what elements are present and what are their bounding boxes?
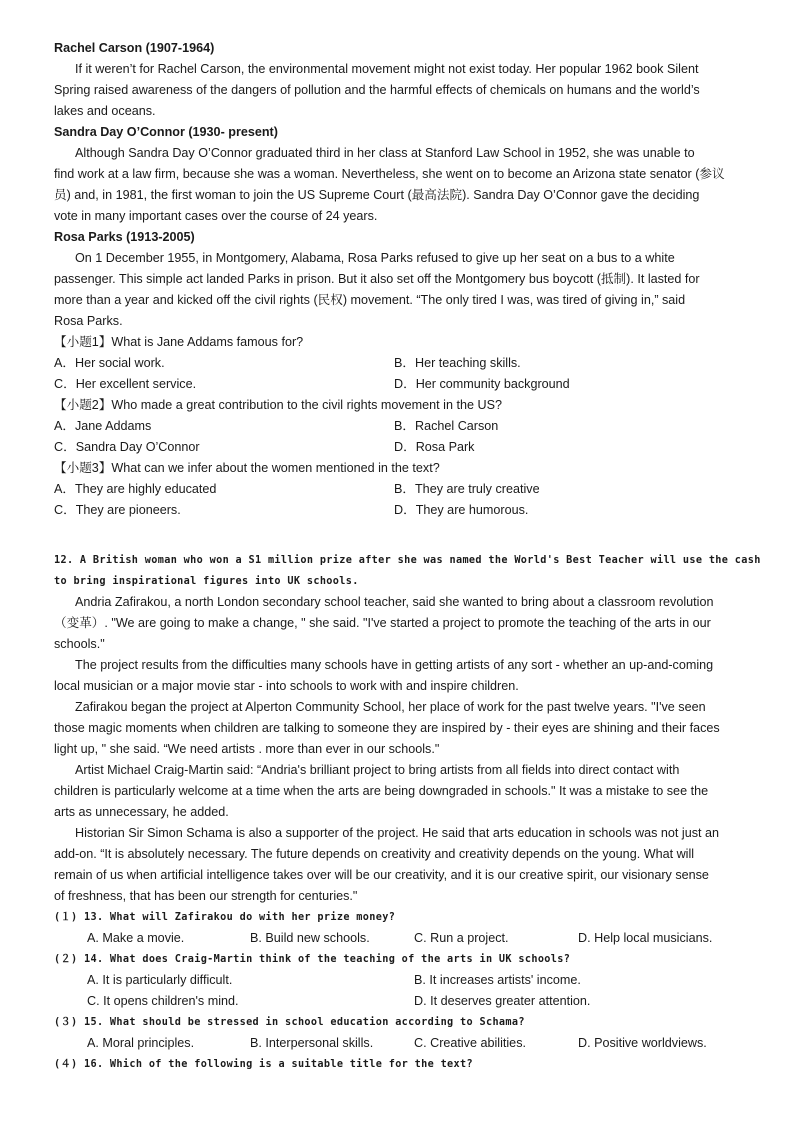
bio-text-line: more than a year and kicked off the civil rights (民权) movement. “The only tired I was, was tired of giving in,” said <box>54 293 686 307</box>
passage-intro-line: to bring inspirational figures into UK schools. <box>54 576 359 587</box>
option-c[interactable]: C. It opens children's mind. <box>87 994 239 1008</box>
option-c[interactable]: C．Sandra Day O’Connor <box>54 440 200 454</box>
passage-text-line: of freshness, that has been our strength for centuries." <box>54 889 358 903</box>
option-b[interactable]: B. It increases artists' income. <box>414 973 581 987</box>
passage-text-line: children is particularly welcome at a time when the arts are being downgraded in schools." It was a mistake to see the <box>54 784 709 798</box>
option-a[interactable]: A. It is particularly difficult. <box>87 973 233 987</box>
bio-text-line: Spring raised awareness of the dangers of pollution and the harmful effects of chemicals on humans and the world’s <box>54 83 700 97</box>
bio-text-line: If it weren’t for Rachel Carson, the environmental movement might not exist today. Her popular 1962 book Silent <box>75 62 699 76</box>
option-a[interactable]: A．They are highly educated <box>54 482 217 496</box>
option-d[interactable]: D．Rosa Park <box>394 440 475 454</box>
bio-heading-carson: Rachel Carson (1907-1964) <box>54 41 215 55</box>
question-stem: 【小题2】Who made a great contribution to the civil rights movement in the US? <box>54 398 502 412</box>
option-c[interactable]: C. Creative abilities. <box>414 1036 526 1050</box>
bio-text-line: On 1 December 1955, in Montgomery, Alabama, Rosa Parks refused to give up her seat on a bus to a white <box>75 251 675 265</box>
option-b[interactable]: B. Interpersonal skills. <box>250 1036 374 1050</box>
bio-text-line: passenger. This simple act landed Parks in prison. But it also set off the Montgomery bus boycott (抵制). It lasted for <box>54 272 700 286</box>
bio-text-line: find work at a law firm, because she was a woman. Nevertheless, she went on to become an Arizona state senator (参议 <box>54 167 725 181</box>
bio-text-line: lakes and oceans. <box>54 104 156 118</box>
passage-text-line: local musician or a major movie star - into schools to work with and inspire children. <box>54 679 519 693</box>
bio-heading-oconnor: Sandra Day O’Connor (1930- present) <box>54 125 278 139</box>
passage-text-line: schools." <box>54 637 105 651</box>
option-d[interactable]: D．Her community background <box>394 377 570 391</box>
option-b[interactable]: B. Build new schools. <box>250 931 370 945</box>
bio-text-line: Rosa Parks. <box>54 314 123 328</box>
bio-text-line: 员) and, in 1981, the first woman to join the US Supreme Court (最高法院). Sandra Day O’Connor gave the deciding <box>54 188 700 202</box>
passage-intro-line: 12. A British woman who won a S1 million prize after she was named the World's Best Teacher will use the cash <box>54 555 761 566</box>
passage-text-line: （变革）. "We are going to make a change, " she said. "I've started a project to promote the teaching of the arts in our <box>54 616 711 630</box>
option-a[interactable]: A. Make a movie. <box>87 931 185 945</box>
option-a[interactable]: A．Her social work. <box>54 356 165 370</box>
passage-text-line: add-on. “It is absolutely necessary. The future depends on creativity and creativity depends on the young. What will <box>54 847 695 861</box>
option-d[interactable]: D．They are humorous. <box>394 503 529 517</box>
option-a[interactable]: A．Jane Addams <box>54 419 152 433</box>
passage-text-line: those magic moments when children are talking to someone they are inspired by - their eyes are shining and their faces <box>54 721 720 735</box>
passage-text-line: light up, " she said. “We need artists . more than ever in our schools." <box>54 742 440 756</box>
option-b[interactable]: B．Her teaching skills. <box>394 356 521 370</box>
question-stem: (４) 16. Which of the following is a suitable title for the text? <box>54 1059 473 1070</box>
bio-heading-parks: Rosa Parks (1913-2005) <box>54 230 195 244</box>
option-b[interactable]: B．Rachel Carson <box>394 419 499 433</box>
question-stem: 【小题1】What is Jane Addams famous for? <box>54 335 304 349</box>
passage-text-line: remain of us when artificial intelligence takes over will be our creativity, and it is our creative spirit, our visionary sense <box>54 868 709 882</box>
passage-text-line: Zafirakou began the project at Alperton Community School, her place of work for the past twelve years. "I've seen <box>75 700 706 714</box>
question-stem: (２) 14. What does Craig-Martin think of the teaching of the arts in UK schools? <box>54 954 571 965</box>
passage-text-line: The project results from the difficulties many schools have in getting artists of any sort - whether an up-and-coming <box>75 658 714 672</box>
passage-text-line: Andria Zafirakou, a north London secondary school teacher, said she wanted to bring about a classroom revolution <box>75 595 714 609</box>
option-c[interactable]: C. Run a project. <box>414 931 509 945</box>
option-b[interactable]: B．They are truly creative <box>394 482 540 496</box>
question-stem: (３) 15. What should be stressed in school education according to Schama? <box>54 1017 525 1028</box>
question-stem: (１) 13. What will Zafirakou do with her prize money? <box>54 912 396 923</box>
passage-text-line: arts as unnecessary, he added. <box>54 805 229 819</box>
option-a[interactable]: A. Moral principles. <box>87 1036 195 1050</box>
option-c[interactable]: C．They are pioneers. <box>54 503 181 517</box>
option-d[interactable]: D. Positive worldviews. <box>578 1036 707 1050</box>
passage-text-line: Artist Michael Craig-Martin said: “Andria's brilliant project to bring artists from all fields into direct contact with <box>75 763 680 777</box>
bio-text-line: vote in many important cases over the course of 24 years. <box>54 209 378 223</box>
passage-text-line: Historian Sir Simon Schama is also a supporter of the project. He said that arts education in schools was not just an <box>75 826 720 840</box>
option-d[interactable]: D. It deserves greater attention. <box>414 994 591 1008</box>
question-stem: 【小题3】What can we infer about the women mentioned in the text? <box>54 461 440 475</box>
option-c[interactable]: C．Her excellent service. <box>54 377 197 391</box>
option-d[interactable]: D. Help local musicians. <box>578 931 713 945</box>
bio-text-line: Although Sandra Day O’Connor graduated third in her class at Stanford Law School in 1952, she was unable to <box>75 146 695 160</box>
